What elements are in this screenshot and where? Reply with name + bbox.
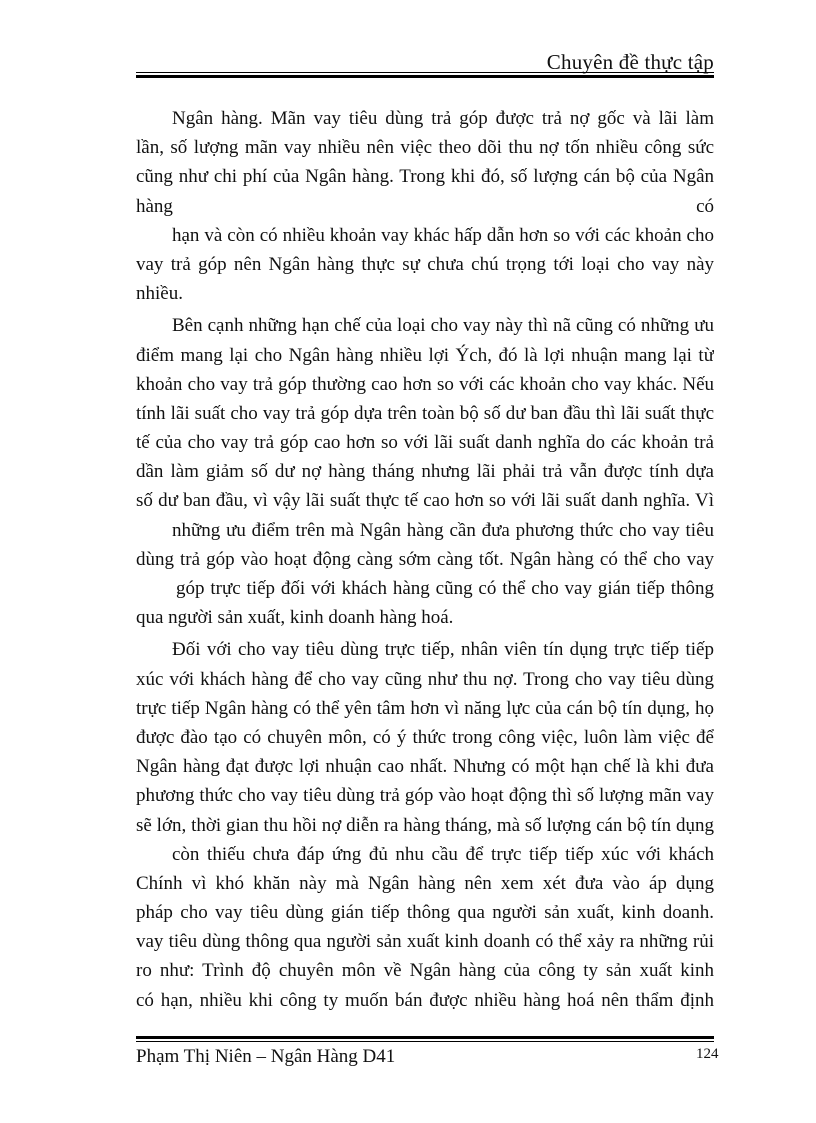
text-line: Đối với cho vay tiêu dùng trực tiếp, nhân viên tín dụng trực tiếp tiếp: [172, 639, 714, 661]
text-line: điểm mang lại cho Ngân hàng nhiều lợi Ých, đó là lợi nhuận mang lại từ: [136, 344, 714, 366]
text-line: tế của cho vay trả góp cao hơn so với lãi suất danh nghĩa do các khoản trả: [136, 432, 714, 454]
text-line: Bên cạnh những hạn chế của loại cho vay này thì nã cũng có những ưu: [172, 315, 714, 337]
text-line: những ưu điểm trên mà Ngân hàng cần đưa phương thức cho vay tiêu: [172, 519, 714, 541]
text-line: vay trả góp nên Ngân hàng thực sự chưa chú trọng tới loại cho vay này: [136, 253, 714, 275]
text-line: ro như: Trình độ chuyên môn về Ngân hàng của công ty sản xuất kinh: [136, 960, 714, 982]
text-line: pháp cho vay tiêu dùng gián tiếp thông qua người sản xuất, kinh doanh.: [136, 902, 714, 924]
text-line: [136, 192, 714, 221]
text-line: khoản cho vay trả góp thường cao hơn so với các khoản cho vay khác. Nếu: [136, 373, 714, 395]
text-fragment: hàng: [136, 195, 173, 217]
text-line: tính lãi suất cho vay trả góp dựa trên toàn bộ số dư ban đầu thì lãi suất thực: [136, 402, 714, 424]
text-line: còn thiếu chưa đáp ứng đủ nhu cầu để trực tiếp tiếp xúc với khách: [172, 843, 714, 865]
text-line: Chính vì khó khăn này mà Ngân hàng nên xem xét đưa vào áp dụng: [136, 872, 714, 894]
text-line: trực tiếp Ngân hàng có thể yên tâm hơn vì năng lực của cán bộ tín dụng, họ: [136, 697, 714, 719]
text-line: Ngân hàng. Mãn vay tiêu dùng trả góp được trả nợ gốc và lãi làm: [172, 108, 714, 129]
footer-rule-thin: [136, 1041, 714, 1042]
text-line: hạn và còn có nhiều khoản vay khác hấp dẫn hơn so với các khoản cho: [172, 224, 714, 246]
text-line: vay tiêu dùng thông qua người sản xuất kinh doanh có thể xảy ra những rủi: [136, 931, 714, 953]
text-line: có hạn, nhiều khi công ty muốn bán được nhiều hàng hoá nên thẩm định: [136, 989, 714, 1011]
text-line: Ngân hàng đạt được lợi nhuận cao nhất. Nhưng có một hạn chế là khi đưa: [136, 756, 714, 778]
header-rule-thick: [136, 75, 714, 78]
text-line: xúc với khách hàng để cho vay cũng như thu nợ. Trong cho vay tiêu dùng: [136, 668, 714, 690]
text-line: qua người sản xuất, kinh doanh hàng hoá.: [136, 607, 454, 629]
text-line: dùng trả góp vào hoạt động càng sớm càng tốt. Ngân hàng có thể cho vay: [136, 548, 714, 570]
text-line: sẽ lớn, thời gian thu hồi nợ diễn ra hàng tháng, mà số lượng cán bộ tín dụng: [136, 814, 714, 836]
text-line: dần làm giảm số dư nợ hàng tháng nhưng lãi phải trả vẫn được tính dựa: [136, 461, 714, 483]
text-line: phương thức cho vay tiêu dùng trả góp vào hoạt động thì số lượng mãn vay: [136, 785, 714, 807]
page-number: 124: [696, 1046, 719, 1062]
header-rule-thin: [136, 72, 714, 73]
body-text: [136, 104, 714, 1015]
text-line: cũng như chi phí của Ngân hàng. Trong khi đó, số lượng cán bộ của Ngân: [136, 166, 714, 188]
footer-author: Phạm Thị Niên – Ngân Hàng D41: [136, 1046, 396, 1067]
text-line: góp trực tiếp đối với khách hàng cũng có thể cho vay gián tiếp thông: [176, 578, 714, 599]
header-title: Chuyên đề thực tập: [546, 50, 714, 74]
text-line: được đào tạo có chuyên môn, có ý thức trong công việc, luôn làm việc để: [136, 726, 714, 748]
text-line: nhiều.: [136, 283, 183, 305]
text-fragment: có: [696, 195, 714, 217]
footer-rule-thick: [136, 1036, 714, 1039]
text-line: số dư ban đầu, vì vậy lãi suất thực tế cao hơn so với lãi suất danh nghĩa. Vì: [136, 490, 714, 512]
text-line: lần, số lượng mãn vay nhiều nên việc theo dõi thu nợ tốn nhiều công sức: [136, 137, 714, 159]
